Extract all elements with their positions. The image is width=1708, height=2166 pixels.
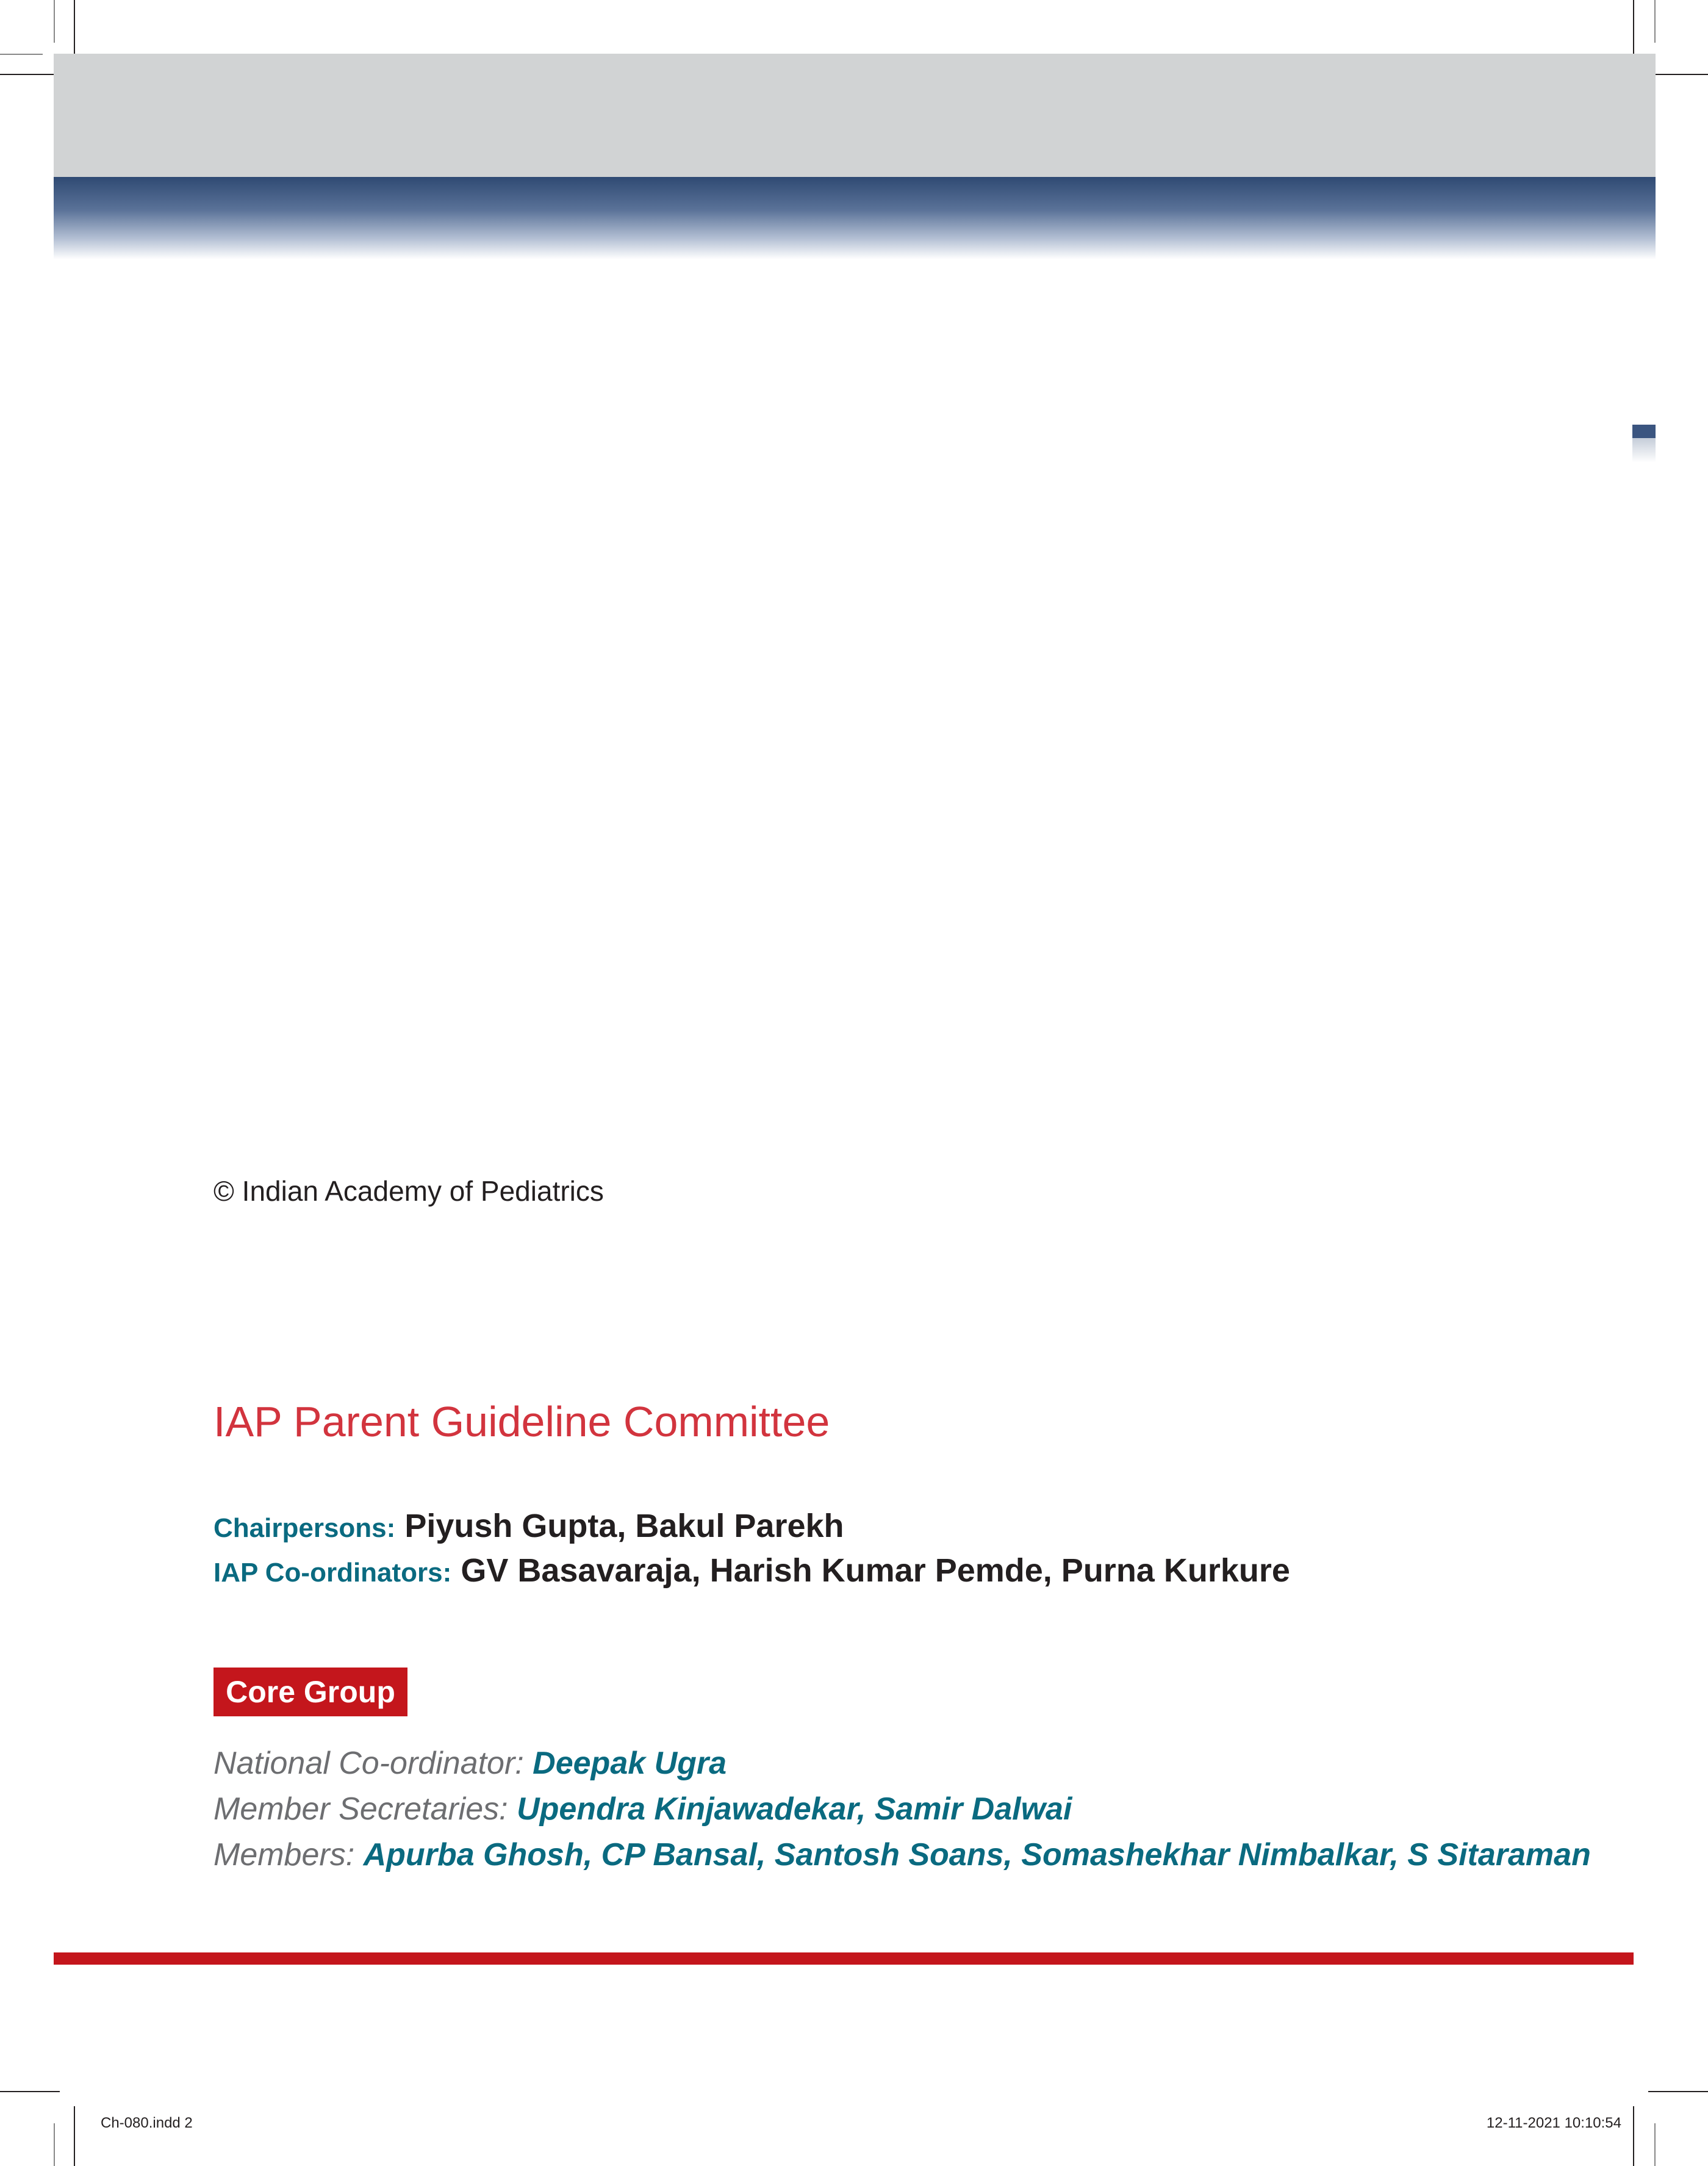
crop-mark	[54, 2123, 55, 2166]
header-band	[54, 54, 1656, 177]
side-tab-shadow	[1632, 438, 1656, 462]
crop-mark	[54, 0, 55, 43]
core-group-badge: Core Group	[214, 1668, 407, 1716]
members-label: Members:	[214, 1837, 355, 1873]
member-secretaries-names: Upendra Kinjawadekar, Samir Dalwai	[517, 1791, 1072, 1827]
chairpersons-names: Piyush Gupta, Bakul Parekh	[404, 1508, 844, 1544]
national-coordinator-names: Deepak Ugra	[533, 1746, 727, 1781]
crop-mark	[1654, 0, 1656, 43]
slug-filename: Ch-080.indd 2	[101, 2115, 193, 2131]
crop-mark	[74, 0, 75, 60]
national-coordinator-line	[214, 1745, 727, 1782]
slug-datetime: 12-11-2021 10:10:54	[1486, 2115, 1621, 2131]
crop-mark	[1633, 2106, 1634, 2166]
chairpersons-line	[214, 1507, 844, 1545]
coordinators-names: GV Basavaraja, Harish Kumar Pemde, Purna Kurkure	[461, 1552, 1290, 1589]
members-names: Apurba Ghosh, CP Bansal, Santosh Soans, Somashekhar Nimbalkar, S Sitaraman	[363, 1837, 1591, 1873]
chairpersons-label: Chairpersons:	[214, 1513, 396, 1543]
crop-mark	[1648, 2091, 1708, 2092]
crop-mark	[74, 2106, 75, 2166]
crop-mark	[0, 74, 60, 75]
crop-mark	[1648, 74, 1708, 75]
crop-mark	[0, 2091, 60, 2092]
members-line	[214, 1837, 1591, 1873]
crop-mark	[1654, 2123, 1656, 2166]
crop-mark	[0, 54, 43, 55]
crop-mark	[1633, 0, 1634, 60]
committee-title: IAP Parent Guideline Committee	[214, 1398, 830, 1445]
header-gradient-band	[54, 177, 1656, 259]
copyright-notice: © Indian Academy of Pediatrics	[214, 1175, 604, 1207]
member-secretaries-line	[214, 1791, 1072, 1827]
member-secretaries-label: Member Secretaries:	[214, 1791, 508, 1827]
coordinators-line	[214, 1552, 1290, 1589]
side-tab-marker	[1632, 425, 1656, 438]
footer-red-rule	[54, 1952, 1634, 1965]
coordinators-label: IAP Co-ordinators:	[214, 1558, 452, 1588]
national-coordinator-label: National Co-ordinator:	[214, 1746, 524, 1781]
